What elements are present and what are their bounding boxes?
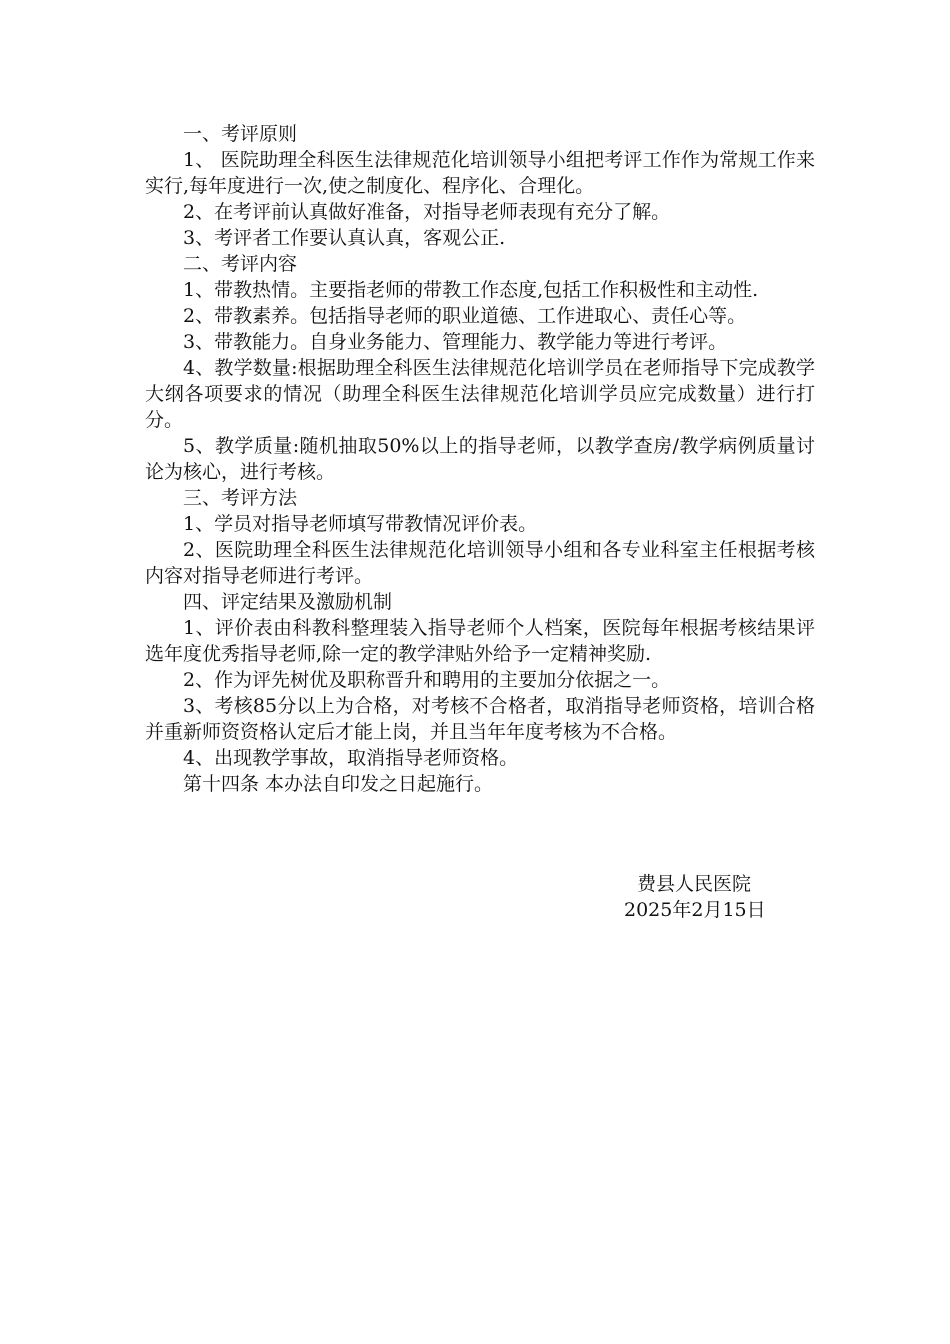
paragraph: 2、带教素养。包括指导老师的职业道德、工作进取心、责任心等。 [183,305,747,327]
paragraph: 3、带教能力。自身业务能力、管理能力、教学能力等进行考评。 [183,331,728,353]
section-heading-principles: 一、考评原则 [183,123,298,145]
paragraph: 5、教学质量:随机抽取50%以上的指导老师，以教学查房/教学病例质量讨论为核心，进行考核。 [145,435,815,483]
paragraph: 2、作为评先树优及职称晋升和聘用的主要加分依据之一。 [183,669,671,691]
paragraph: 3、考核85分以上为合格，对考核不合格者，取消指导老师资格，培训合格并重新师资资格认定后才能上岗，并且当年年度考核为不合格。 [145,695,815,743]
paragraph: 1、学员对指导老师填写带教情况评价表。 [183,513,538,535]
section-heading-methods: 三、考评方法 [183,487,298,509]
paragraph: 2、在考评前认真做好准备，对指导老师表现有充分了解。 [183,201,671,223]
signature-organization: 费县人民医院 [637,873,752,895]
paragraph: 3、考评者工作要认真认真，客观公正. [183,227,506,249]
paragraph: 1、带教热情。主要指老师的带教工作态度,包括工作积极性和主动性. [183,279,759,301]
paragraph: 2、医院助理全科医生法律规范化培训领导小组和各专业科室主任根据考核内容对指导老师进行考评。 [145,539,815,587]
signature-date: 2025年2月15日 [624,899,766,921]
paragraph: 4、教学数量:根据助理全科医生法律规范化培训学员在老师指导下完成教学大纲各项要求的情况（助理全科医生法律规范化培训学员应完成数量）进行打分。 [145,357,815,431]
document-body [145,121,815,797]
paragraph: 1、评价表由科教科整理装入指导老师个人档案，医院每年根据考核结果评选年度优秀指导老师,除一定的教学津贴外给予一定精神奖励. [145,617,815,665]
section-heading-results: 四、评定结果及激励机制 [183,591,393,613]
paragraph: 1、 医院助理全科医生法律规范化培训领导小组把考评工作作为常规工作来实行,每年度进行一次,使之制度化、程序化、合理化。 [145,149,815,197]
article-clause: 第十四条 本办法自印发之日起施行。 [183,773,494,795]
paragraph: 4、出现教学事故，取消指导老师资格。 [183,747,519,769]
section-heading-content: 二、考评内容 [183,253,298,275]
